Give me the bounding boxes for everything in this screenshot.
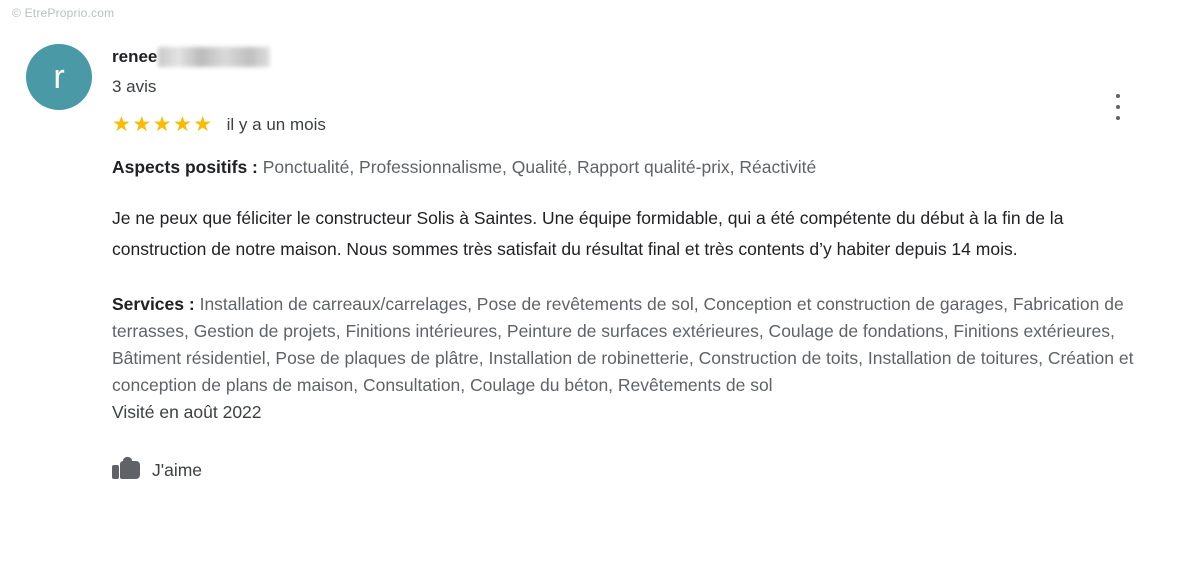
services-values: Installation de carreaux/carrelages, Pose de revêtements de sol, Conception et construction de garages, Fabrication de terrasses, Gestion de projets, Finitions intérieures, Peinture de surfaces extérieures, Coulage de fondations, Finitions extérieures, Bâtiment résidentiel, Pose de plaques de plâtre, Installation de robinetterie, Construction de toits, Installation de toitures, Création et conception de plans de maison, Consultation, Coulage du béton, Revêtements de sol (112, 294, 1134, 395)
review-card (0, 36, 1200, 483)
avatar: r (26, 44, 92, 110)
positive-aspects-values: Ponctualité, Professionnalisme, Qualité, Rapport qualité-prix, Réactivité (262, 157, 817, 177)
dot-2 (1116, 105, 1120, 109)
services-label: Services : (112, 294, 195, 314)
positive-aspects-label: Aspects positifs : (112, 157, 258, 177)
more-options-icon[interactable] (1108, 94, 1128, 120)
like-button-label: J'aime (152, 459, 203, 480)
dot-1 (1116, 94, 1120, 98)
review-text: Je ne peux que féliciter le constructeur Solis à Saintes. Une équipe formidable, qui a été compétente du début à la fin de la construction de notre maison. Nous sommes très satisfait du résultat final et très contents d’y habiter depuis 14 mois. (112, 208, 1064, 259)
author-name-row (112, 46, 1200, 68)
thumbs-up-icon (112, 457, 140, 483)
review-body (0, 114, 1200, 483)
thumb-wrist (112, 465, 119, 479)
author-name[interactable]: renee (112, 47, 158, 66)
review-time-ago: il y a un mois (226, 114, 326, 134)
thumb-palm (120, 461, 140, 479)
visit-date: Visité en août 2022 (112, 402, 262, 422)
review-header (0, 36, 1200, 102)
redacted-name-blur (158, 47, 270, 67)
dot-3 (1116, 116, 1120, 120)
author-block (112, 36, 1200, 97)
services-list (112, 291, 1160, 399)
site-watermark: © EtreProprio.com (12, 6, 115, 20)
author-review-count: 3 avis (112, 77, 157, 96)
like-button[interactable] (112, 457, 252, 483)
rating-row (112, 114, 1160, 135)
star-rating-icon: ★★★★★ (112, 113, 214, 136)
positive-aspects (112, 155, 1160, 179)
